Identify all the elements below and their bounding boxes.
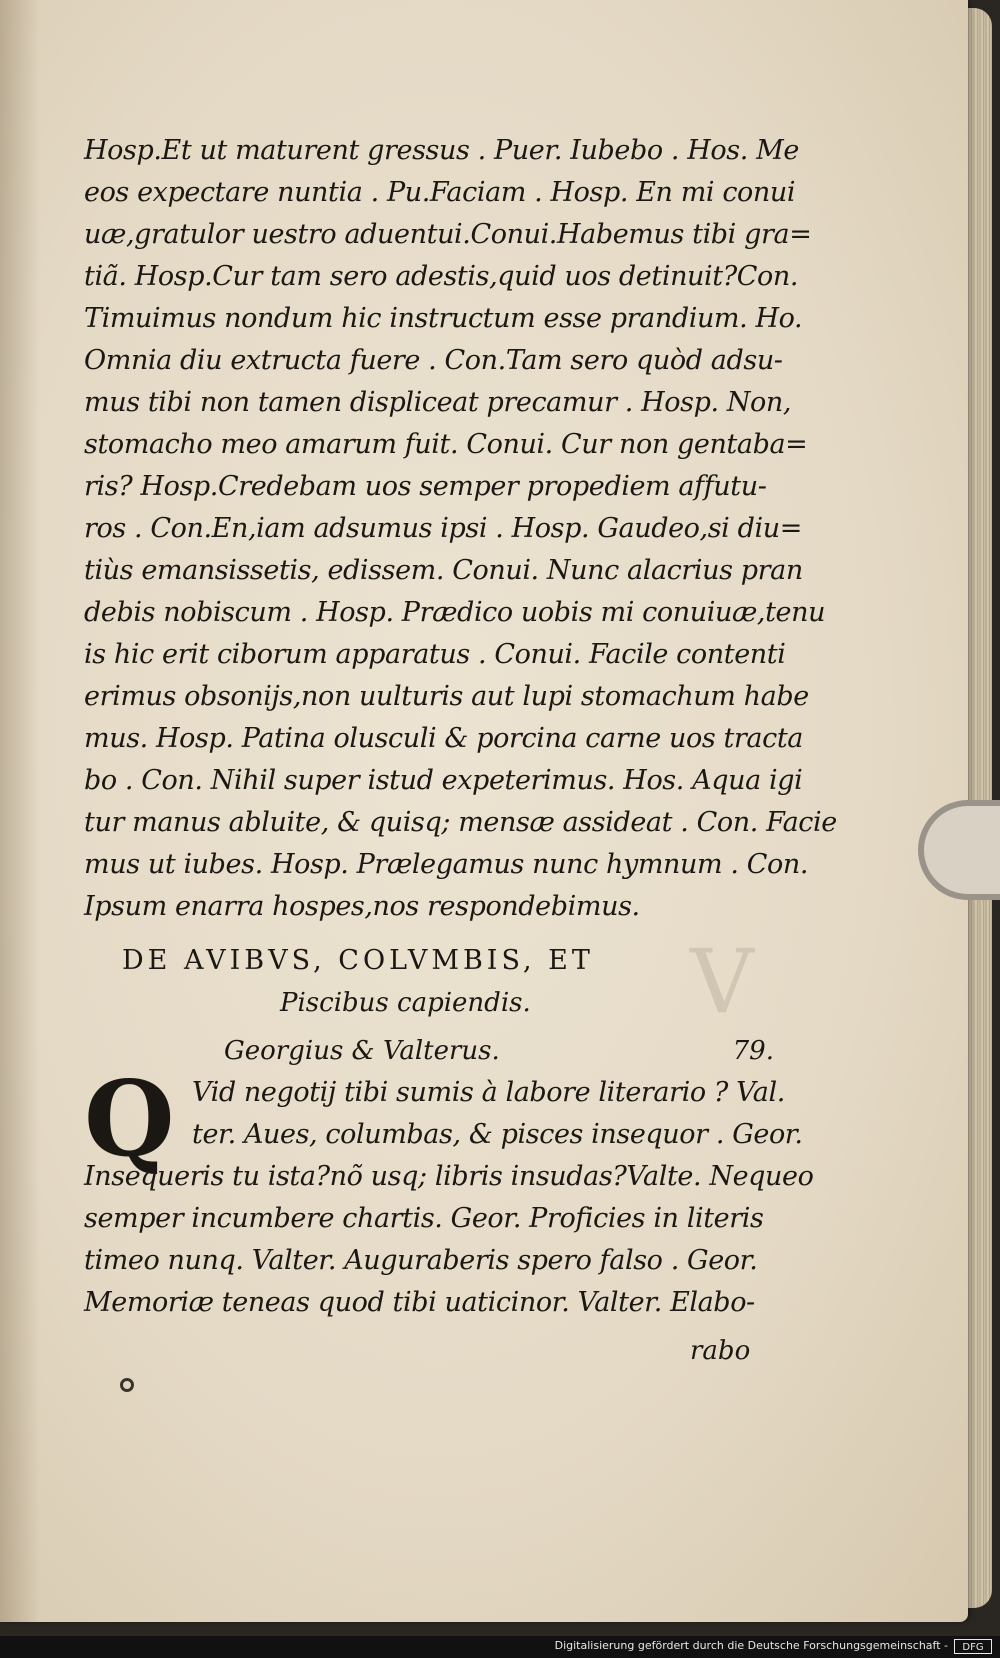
- dialogue-number: 79.: [732, 1036, 774, 1066]
- catchword: rabo: [690, 1336, 751, 1366]
- text-line: mus tibi non tamen displiceat precamur . Hosp. Non,: [84, 387, 792, 418]
- text-line: tur manus abluite, & quisq; mensæ assideat . Con. Facie: [84, 807, 837, 838]
- funding-credit: Digitalisierung gefördert durch die Deutsche Forschungsgemeinschaft -: [554, 1639, 948, 1652]
- text-line: Memoriæ teneas quod tibi uaticinor. Valter. Elabo-: [84, 1287, 755, 1318]
- dfg-logo: DFG: [954, 1639, 992, 1654]
- text-line: ris? Hosp.Credebam uos semper propediem affutu-: [84, 471, 767, 502]
- text-line: tiã. Hosp.Cur tam sero adestis,quid uos detinuit?Con.: [84, 261, 799, 292]
- section-heading: [84, 940, 774, 1024]
- text-line: eos expectare nuntia . Pu.Faciam . Hosp. En mi conui: [84, 177, 796, 208]
- heading-title: DE AVIBVS, COLVMBIS, ET: [122, 945, 594, 976]
- second-dialogue-block: [84, 1057, 814, 1324]
- text-line: Timuimus nondum hic instructum esse prandium. Ho.: [84, 303, 803, 334]
- gutter-shadow: [0, 0, 40, 1622]
- heading-subtitle: Piscibus capiendis.: [280, 988, 531, 1018]
- drop-cap-initial: Q: [84, 1057, 175, 1180]
- digitization-footer: [0, 1636, 1000, 1658]
- text-line: uæ,gratulor uestro aduentui.Conui.Habemus tibi gra=: [84, 219, 812, 250]
- text-line: ter. Aues, columbas, & pisces insequor . Geor.: [192, 1119, 803, 1150]
- speakers-label: Georgius & Valterus.: [224, 1036, 500, 1066]
- text-line: Ipsum enarra hospes,nos respondebimus.: [84, 891, 640, 922]
- text-line: mus ut iubes. Hosp. Prælegamus nunc hymnum . Con.: [84, 849, 809, 880]
- show-through-letter: V: [690, 930, 754, 1033]
- text-line: tiùs emansissetis, edissem. Conui. Nunc alacrius pran: [84, 555, 803, 586]
- speakers-row: [84, 1030, 774, 1072]
- text-line: semper incumbere chartis. Geor. Proficies in literis: [84, 1203, 764, 1234]
- text-line: Insequeris tu ista?nõ usq; libris insudas?Valte. Nequeo: [84, 1161, 814, 1192]
- text-line: erimus obsonijs,non uulturis aut lupi stomachum habe: [84, 681, 809, 712]
- text-line: timeo nunq. Valter. Auguraberis spero falso . Geor.: [84, 1245, 758, 1276]
- text-line: bo . Con. Nihil super istud expeterimus. Hos. Aqua igi: [84, 765, 803, 796]
- text-line: mus. Hosp. Patina olusculi & porcina carne uos tracta: [84, 723, 803, 754]
- text-line: debis nobiscum . Hosp. Prædico uobis mi conuiuæ,tenu: [84, 597, 826, 628]
- ink-mark: [120, 1378, 134, 1392]
- text-line: stomacho meo amarum fuit. Conui. Cur non gentaba=: [84, 429, 808, 460]
- text-line: Hosp.Et ut maturent gressus . Puer. Iubebo . Hos. Me: [84, 135, 799, 166]
- text-line: Vid negotij tibi sumis à labore literario ? Val.: [192, 1077, 785, 1108]
- text-line: ros . Con.En,iam adsumus ipsi . Hosp. Gaudeo,si diu=: [84, 513, 802, 544]
- text-line: Omnia diu extructa fuere . Con.Tam sero quòd adsu-: [84, 345, 783, 376]
- dialogue-text-block: [84, 130, 837, 928]
- text-line: is hic erit ciborum apparatus . Conui. Facile contenti: [84, 639, 786, 670]
